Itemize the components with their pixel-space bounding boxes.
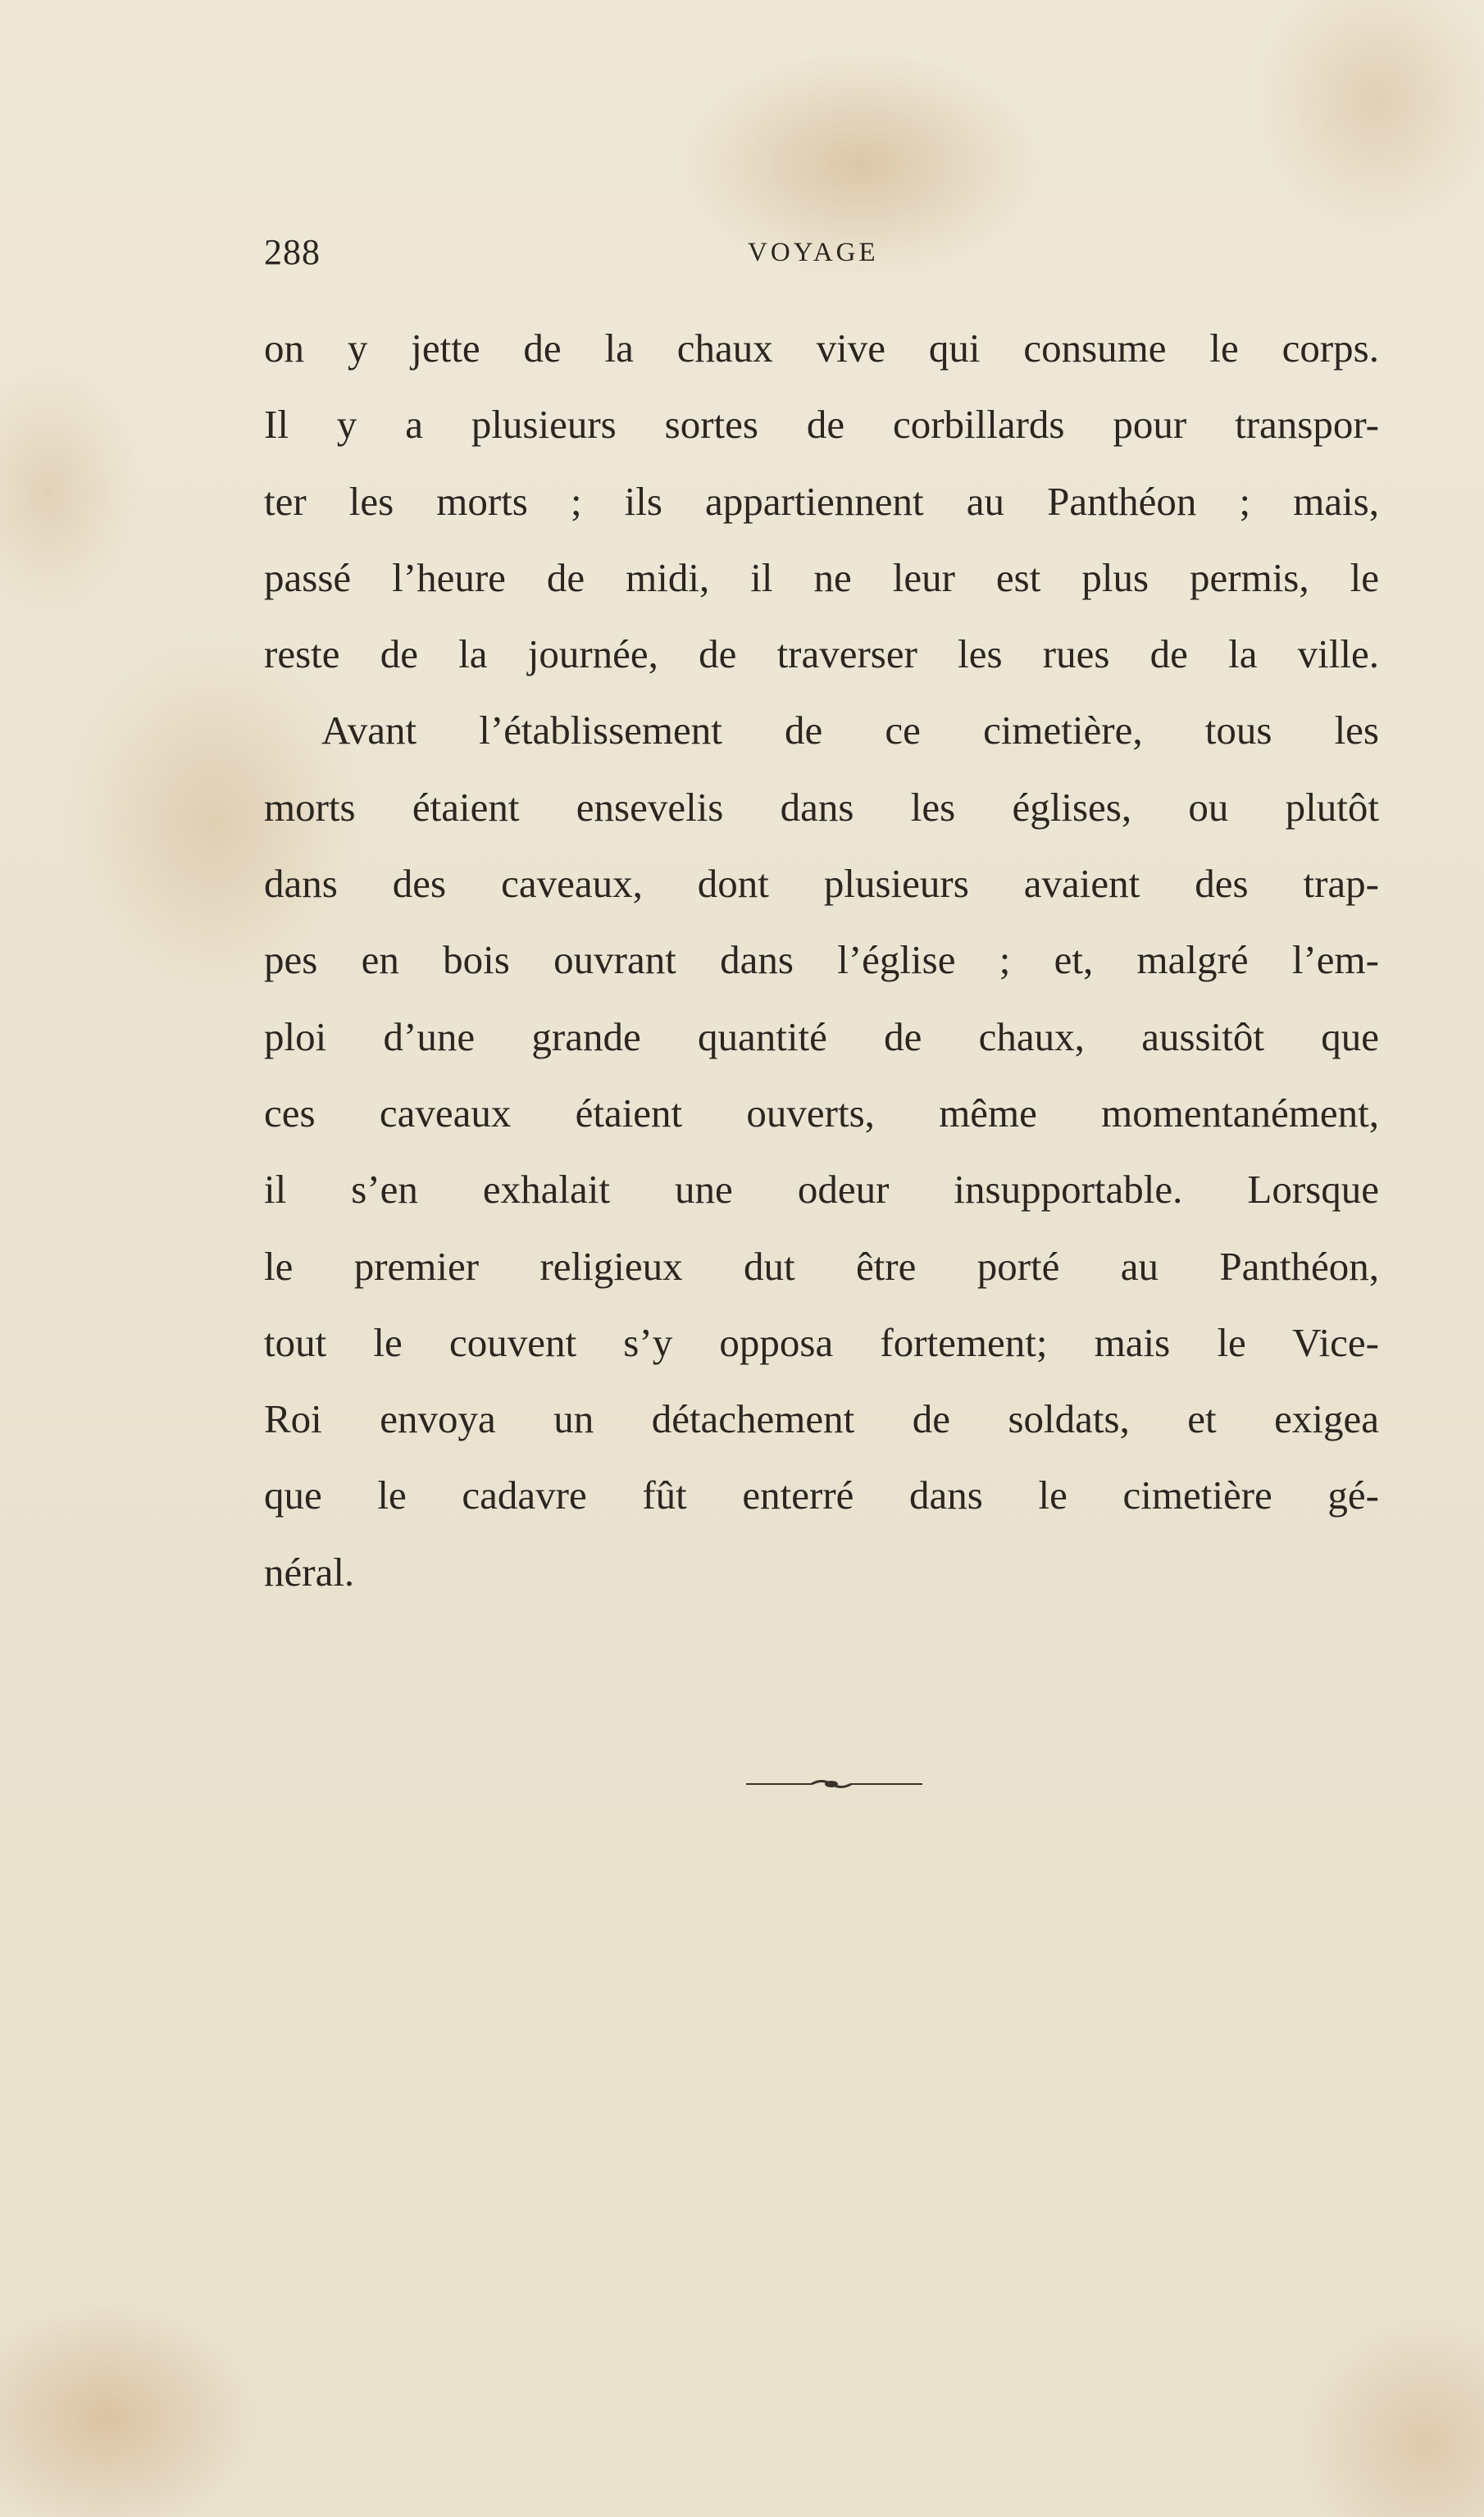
text-line: Roi envoya un détachement de soldats, et exigea xyxy=(264,1396,1379,1442)
running-head: VOYAGE xyxy=(748,238,879,267)
text-line: tout le couvent s’y opposa fortement; mais le Vice- xyxy=(264,1319,1379,1365)
page-number: 288 xyxy=(264,232,321,272)
end-ornament-icon xyxy=(746,1777,922,1791)
text-line: on y jette de la chaux vive qui consume le corps. xyxy=(264,325,1379,371)
text-line: il s’en exhalait une odeur insupportable. Lorsque xyxy=(264,1167,1379,1213)
text-line: le premier religieux dut être porté au Panthéon, xyxy=(264,1243,1379,1289)
text-line: ploi d’une grande quantité de chaux, aussitôt que xyxy=(264,1013,1379,1059)
text-line: ces caveaux étaient ouverts, même momentanément, xyxy=(264,1090,1379,1136)
body-text xyxy=(264,310,1379,1610)
text-line-paragraph-start: Avant l’établissement de ce cimetière, tous les xyxy=(321,708,1379,753)
text-line: Il y a plusieurs sortes de corbillards pour transpor- xyxy=(264,402,1379,448)
text-line: morts étaient ensevelis dans les églises, ou plutôt xyxy=(264,784,1379,830)
text-line: passé l’heure de midi, il ne leur est plus permis, le xyxy=(264,554,1379,600)
page-header xyxy=(264,228,1371,277)
text-line: pes en bois ouvrant dans l’église ; et, malgré l’em- xyxy=(264,937,1379,983)
text-line: reste de la journée, de traverser les rues de la ville. xyxy=(264,631,1379,677)
text-line-paragraph-end: néral. xyxy=(264,1549,355,1595)
text-line: dans des caveaux, dont plusieurs avaient des trap- xyxy=(264,861,1379,907)
text-line: ter les morts ; ils appartiennent au Panthéon ; mais, xyxy=(264,478,1379,524)
text-line: que le cadavre fût enterré dans le cimetière gé- xyxy=(264,1472,1379,1518)
